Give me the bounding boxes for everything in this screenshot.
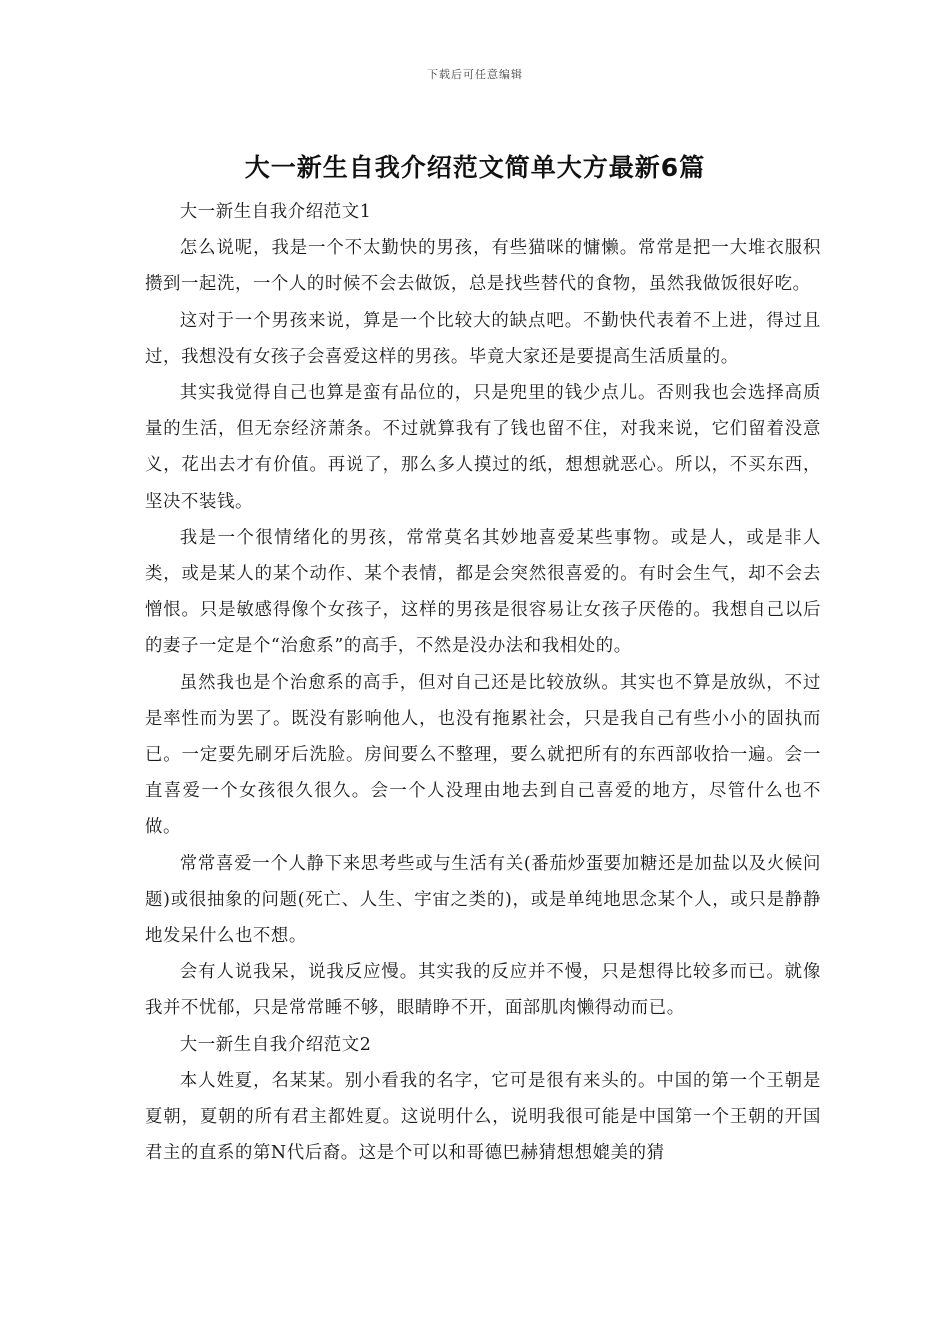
section-heading-1: 大一新生自我介绍范文1	[179, 202, 372, 222]
paragraph: 我是一个很情绪化的男孩，常常莫名其妙地喜爱某些事物。或是人，或是非人类，或是某人的某个动作、某个表情，都是会突然很喜爱的。有时会生气，却不会去憎恨。只是敏感得像个女孩子，这样的男孩是很容易让女孩子厌倦的。我想自己以后的妻子一定是个“治愈系”的高手，不然是没办法和我相处的。	[145, 527, 821, 657]
paragraph: 本人姓夏，名某某。别小看我的名字，它可是很有来头的。中国的第一个王朝是夏朝，夏朝的所有君主都姓夏。这说明什么，说明我很可能是中国第一个王朝的开国君主的直系的第N代后裔。这是个可以和哥德巴赫猜想想媲美的猜	[145, 1070, 821, 1164]
section-heading-2: 大一新生自我介绍范文2	[179, 1034, 372, 1055]
paragraph: 这对于一个男孩来说，算是一个比较大的缺点吧。不勤快代表着不上进，得过且过，我想没有女孩子会喜爱这样的男孩。毕竟大家还是要提高生活质量的。	[145, 310, 821, 367]
paragraph: 常常喜爱一个人静下来思考些或与生活有关(番茄炒蛋要加糖还是加盐以及火候问题)或很抽象的问题(死亡、人生、宇宙之类的)，或是单纯地思念某个人，或只是静静地发呆什么也不想。	[145, 853, 821, 947]
page-header-note: 下载后可任意编辑	[427, 68, 523, 81]
document-body	[145, 194, 821, 1171]
paragraph: 会有人说我呆，说我反应慢。其实我的反应并不慢，只是想得比较多而已。就像我并不忧郁，只是常常睡不够，眼睛睁不开，面部肌肉懒得动而已。	[145, 962, 821, 1019]
paragraph: 怎么说呢，我是一个不太勤快的男孩，有些猫咪的慵懒。常常是把一大堆衣服积攒到一起洗，一个人的时候不会去做饭，总是找些替代的食物，虽然我做饭很好吃。	[145, 238, 821, 295]
paragraph: 其实我觉得自己也算是蛮有品位的，只是兜里的钱少点儿。否则我也会选择高质量的生活，但无奈经济萧条。不过就算我有了钱也留不住，对我来说，它们留着没意义，花出去才有价值。再说了，那么多人摸过的纸，想想就恶心。所以，不买东西，坚决不装钱。	[145, 383, 821, 512]
document-title: 大一新生自我介绍范文简单大方最新6篇	[244, 153, 706, 182]
paragraph: 虽然我也是个治愈系的高手，但对自己还是比较放纵。其实也不算是放纵，不过是率性而为罢了。既没有影响他人，也没有拖累社会，只是我自己有些小小的固执而已。一定要先刷牙后洗脸。房间要么不整理，要么就把所有的东西部收拾一遍。会一直喜爱一个女孩很久很久。会一个人没理由地去到自己喜爱的地方，尽管什么也不做。	[145, 672, 821, 838]
